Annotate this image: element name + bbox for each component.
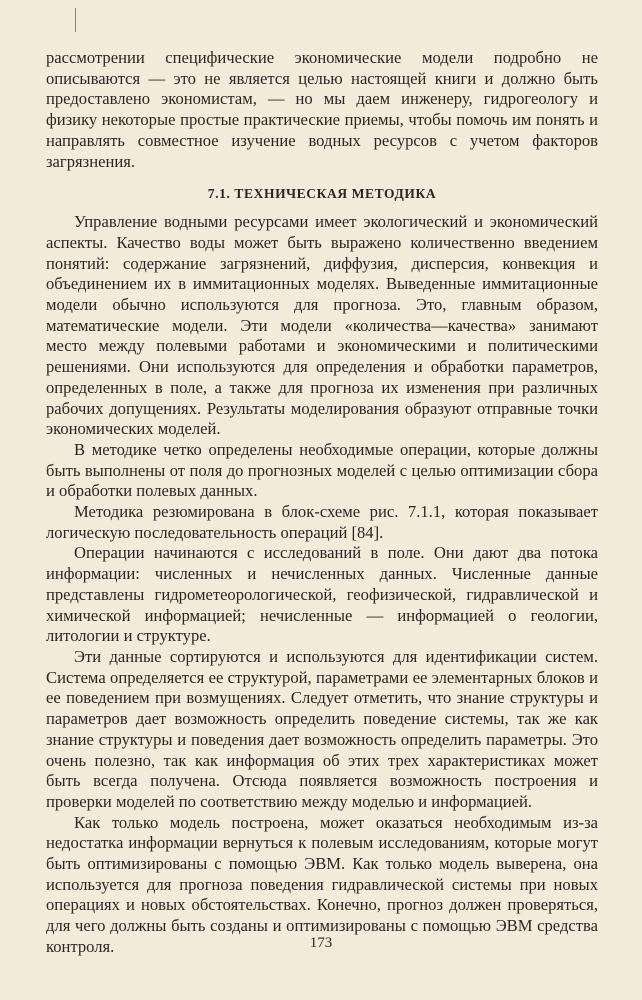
page-edge-mark <box>75 8 76 32</box>
page-number: 173 <box>309 935 333 951</box>
page-content <box>46 48 598 958</box>
paragraph: Методика резюмирована в блок-схеме рис. 7.1.1, которая показывает логическую последовательность операций [84]. <box>46 502 598 542</box>
paragraph: Эти данные сортируются и используются для идентификации систем. Система определяется ее структурой, параметрами ее элементарных блоков и ее поведением при возмущениях. Следует отметить, что знание структуры и параметров дает возможность определить поведение системы, так же как знание структуры и поведения дает возможность определить параметры. Это очень полезно, так как информация об этих трех характеристиках может быть всегда получена. Отсюда появляется возможность построения и проверки моделей по соответствию между моделью и информацией. <box>46 646 598 811</box>
paragraph: В методике четко определены необходимые операции, которые должны быть выполнены от поля до прогнозных моделей с целью оптимизации сбора и обработки полевых данных. <box>46 439 598 501</box>
paragraph: Управление водными ресурсами имеет экологический и экономический аспекты. Качество воды может быть выражено количественно введением понятий: содержание загрязнений, диффузия, дисперсия, конвекция и объединением их в иммитационных моделях. Выведенные иммитационные модели обычно используются для прогноза. Это, главным образом, математические модели. Эти модели «количества—качества» занимают место между полевыми работами и экономическими и политическими решениями. Они используются для определения и обработки параметров, определенных в поле, а также для прогноза их изменения при различных рабочих допущениях. Результаты моделирования образуют отправные точки экономических моделей. <box>46 212 598 439</box>
paragraph-continuation: рассмотрении специфические экономические модели подробно не описываются — это не является целью настоящей книги и должно быть предоставлено экономистам, — но мы даем инженеру, гидрогеологу и физику некоторые простые практические приемы, чтобы помочь им понять и направлять совместное изучение водных ресурсов с учетом факторов загрязнения. <box>46 48 598 171</box>
paragraph: Как только модель построена, может оказаться необходимым из-за недостатка информации вернуться к полевым исследованиям, которые могут быть оптимизированы с помощью ЭВМ. Как только модель выверена, она используется для прогноза поведения гидравлической системы при новых операциях и новых обстоятельствах. Конечно, прогноз должен проверяться, для чего должны быть созданы и оптимизированы с помощью ЭВМ средства контроля. <box>46 812 598 956</box>
paragraph: Операции начинаются с исследований в поле. Они дают два потока информации: численных и нечисленных данных. Численные данные представлены гидрометеорологической, геофизической, гидравлической и химической информацией; нечисленные — информацией о геологии, литологии и структуре. <box>46 543 598 646</box>
section-heading: 7.1. ТЕХНИЧЕСКАЯ МЕТОДИКА <box>207 186 437 202</box>
